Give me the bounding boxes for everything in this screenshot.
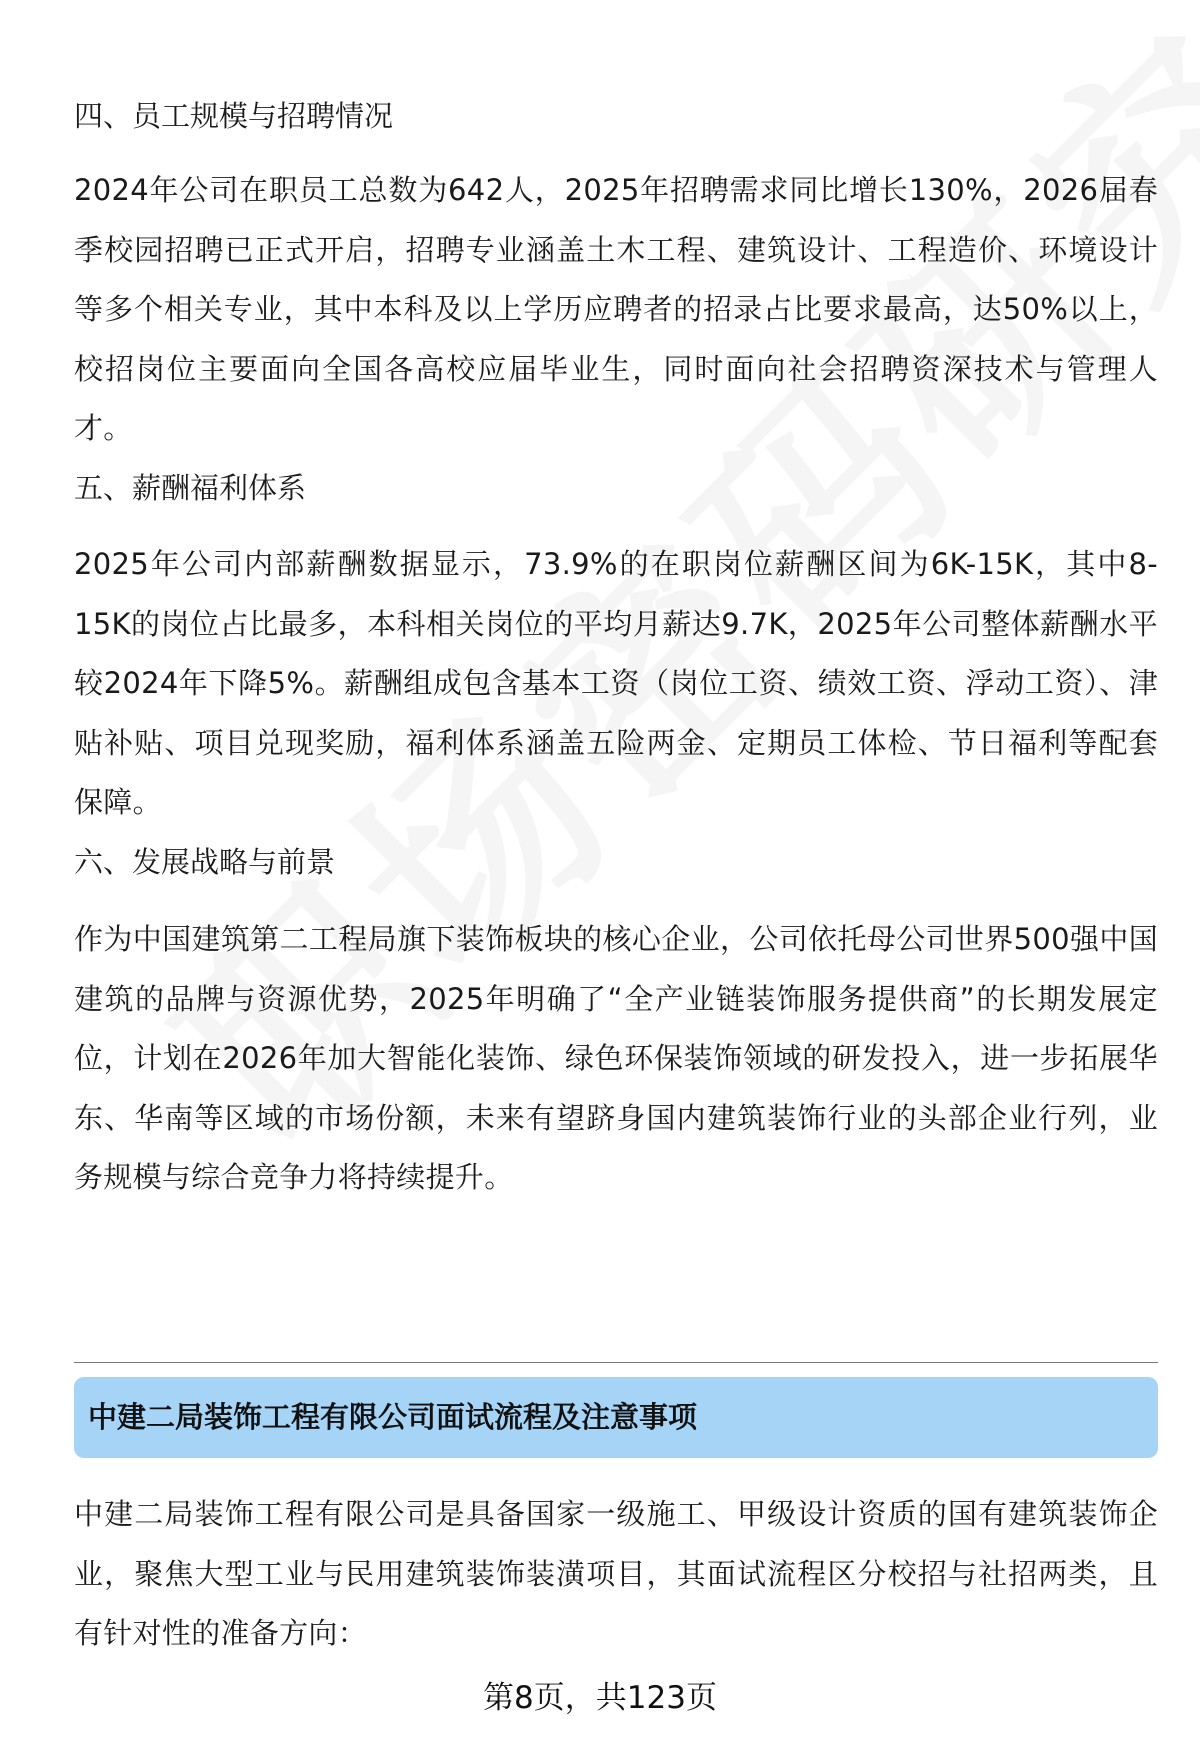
section-body-strategy: 作为中国建筑第二工程局旗下装饰板块的核心企业，公司依托母公司世界500强中国建筑的品牌与资源优势，2025年明确了“全产业链装饰服务提供商”的长期发展定位，计划在2026年加大智能化装饰、绿色环保装饰领域的研发投入，进一步拓展华东、华南等区域的市场份额，未来有望跻身国内建筑装饰行业的头部企业行列，业务规模与综合竞争力将持续提升。 — [74, 922, 1158, 1194]
section-banner — [74, 1377, 1158, 1458]
section-body-salary: 2025年公司内部薪酬数据显示，73.9%的在职岗位薪酬区间为6K-15K，其中8-15K的岗位占比最多，本科相关岗位的平均月薪达9.7K，2025年公司整体薪酬水平较2024年下降5%。薪酬组成包含基本工资（岗位工资、绩效工资、浮动工资）、津贴补贴、项目兑现奖励，福利体系涵盖五险两金、定期员工体检、节日福利等配套保障。 — [74, 547, 1158, 819]
section-heading-staff: 四、员工规模与招聘情况 — [74, 99, 394, 133]
section-body-staff: 2024年公司在职员工总数为642人，2025年招聘需求同比增长130%，2026届春季校园招聘已正式开启，招聘专业涵盖土木工程、建筑设计、工程造价、环境设计等多个相关专业，其中本科及以上学历应聘者的招录占比要求最高，达50%以上，校招岗位主要面向全国各高校应届毕业生，同时面向社会招聘资深技术与管理人才。 — [74, 173, 1158, 445]
intro-paragraph: 中建二局装饰工程有限公司是具备国家一级施工、甲级设计资质的国有建筑装饰企业，聚焦大型工业与民用建筑装饰装潢项目，其面试流程区分校招与社招两类，且有针对性的准备方向： — [74, 1497, 1158, 1650]
page-number: 第8页，共123页 — [483, 1680, 717, 1716]
divider — [74, 1362, 1158, 1363]
section-heading-salary: 五、薪酬福利体系 — [74, 471, 307, 505]
banner-title: 中建二局装饰工程有限公司面试流程及注意事项 — [88, 1400, 698, 1434]
section-heading-strategy: 六、发展战略与前景 — [74, 845, 336, 879]
